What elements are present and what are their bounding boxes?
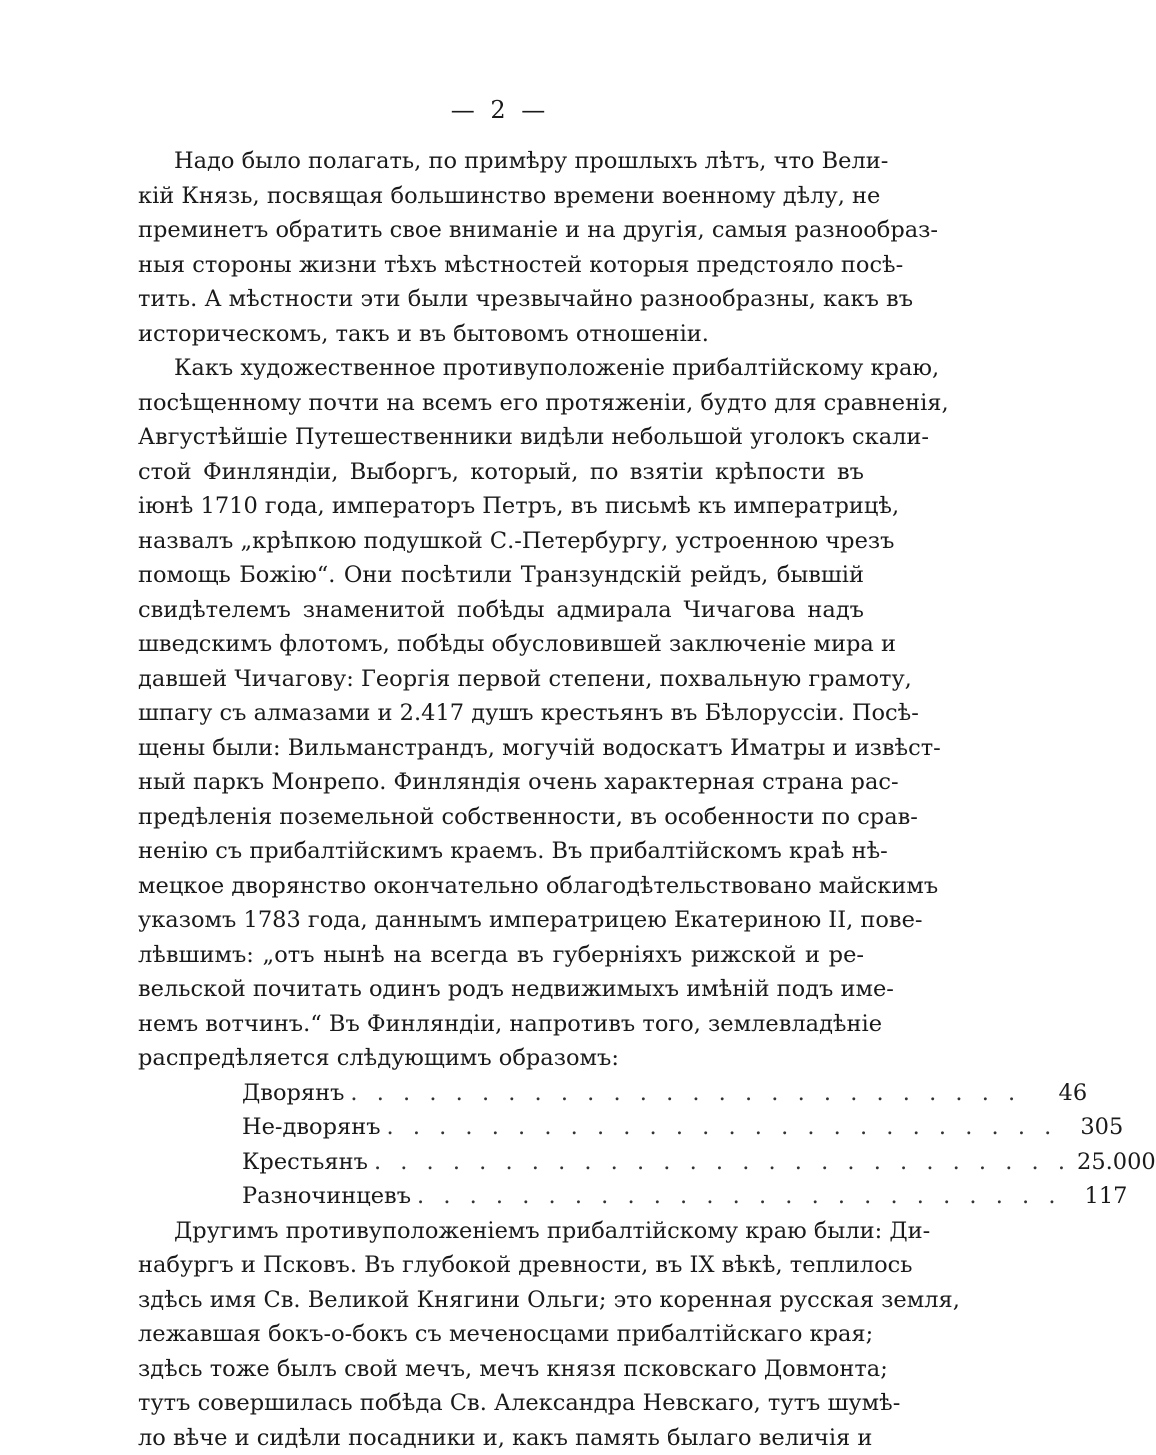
text-line: ный паркъ Монрепо. Финляндія очень характерная страна рас-: [138, 765, 864, 800]
text-line: стой Финляндіи, Выборгъ, который, по взятіи крѣпости въ: [138, 455, 864, 490]
text-line: преминетъ обратить свое вниманіе и на другія, самыя разнообраз-: [138, 213, 864, 248]
text-line: здѣсь имя Св. Великой Княгини Ольги; это коренная русская земля,: [138, 1283, 864, 1318]
dot-leader: . . . . . . . . . . . . . . . . . . . . . . . . . . .: [374, 1145, 1071, 1180]
row-label: Крестьянъ: [242, 1145, 368, 1180]
dot-leader: . . . . . . . . . . . . . . . . . . . . . . . . . .: [387, 1110, 1058, 1145]
text-line: предѣленія поземельной собственности, въ особенности по срав-: [138, 800, 864, 835]
text-line: ло вѣче и сидѣли посадники и, какъ память былаго величія и: [138, 1421, 864, 1455]
text-line: шпагу съ алмазами и 2.417 душъ крестьянъ въ Бѣлоруссіи. Посѣ-: [138, 696, 864, 731]
text-line: ныя стороны жизни тѣхъ мѣстностей которыя предстояло посѣ-: [138, 248, 864, 283]
row-label: Разночинцевъ: [242, 1179, 411, 1214]
table-row: [242, 1145, 762, 1180]
text-line: набургъ и Псковъ. Въ глубокой древности, въ IX вѣкѣ, теплилось: [138, 1248, 864, 1283]
text-line: свидѣтелемъ знаменитой побѣды адмирала Чичагова надъ: [138, 593, 864, 628]
row-label: Дворянъ: [242, 1076, 344, 1111]
text-line: посѣщенному почти на всемъ его протяженіи, будто для сравненія,: [138, 386, 864, 421]
text-line: шведскимъ флотомъ, побѣды обусловившей заключеніе мира и: [138, 627, 864, 662]
table-row: [242, 1110, 762, 1145]
row-value: 25.000: [1077, 1145, 1137, 1180]
paragraph-1: [138, 144, 864, 351]
dot-leader: . . . . . . . . . . . . . . . . . . . . . . . . .: [417, 1179, 1061, 1214]
paragraph-2: [138, 351, 864, 1076]
row-label: Не-дворянъ: [242, 1110, 381, 1145]
text-line: помощь Божію“. Они посѣтили Транзундскій рейдъ, бывшій: [138, 558, 864, 593]
text-line: указомъ 1783 года, даннымъ императрицею Екатериною II, пове-: [138, 903, 864, 938]
text-line: ненію съ прибалтійскимъ краемъ. Въ прибалтійскомъ краѣ нѣ-: [138, 834, 864, 869]
text-line: кій Князь, посвящая большинство времени военному дѣлу, не: [138, 179, 864, 214]
text-line: Какъ художественное противуположеніе прибалтійскому краю,: [138, 351, 864, 386]
text-line: распредѣляется слѣдующимъ образомъ:: [138, 1041, 864, 1076]
row-value: 46: [1027, 1076, 1087, 1111]
text-line: лежавшая бокъ-о-бокъ съ меченосцами прибалтійскаго края;: [138, 1317, 864, 1352]
text-line: здѣсь тоже былъ свой мечъ, мечъ князя псковскаго Довмонта;: [138, 1352, 864, 1387]
page-number: — 2 —: [0, 96, 1000, 124]
text-line: щены были: Вильманстрандъ, могучій водоскатъ Иматры и извѣст-: [138, 731, 864, 766]
row-value: 305: [1063, 1110, 1123, 1145]
text-line: лѣвшимъ: „отъ нынѣ на всегда въ губерніяхъ рижской и ре-: [138, 938, 864, 973]
text-line: тутъ совершилась побѣда Св. Александра Невскаго, тутъ шумѣ-: [138, 1386, 864, 1421]
text-line: историческомъ, такъ и въ бытовомъ отношеніи.: [138, 317, 864, 352]
body-text: [138, 144, 864, 1455]
text-line: Августѣйшіе Путешественники видѣли небольшой уголокъ скали-: [138, 420, 864, 455]
paragraph-3: [138, 1214, 864, 1455]
text-line: немъ вотчинъ.“ Въ Финляндіи, напротивъ того, землевладѣніе: [138, 1007, 864, 1042]
table-row: [242, 1179, 762, 1214]
text-line: вельской почитать одинъ родъ недвижимыхъ имѣній подъ име-: [138, 972, 864, 1007]
text-line: назвалъ „крѣпкою подушкой С.-Петербургу, устроенною чрезъ: [138, 524, 864, 559]
text-line: мецкое дворянство окончательно облагодѣтельствовано майскимъ: [138, 869, 864, 904]
dot-leader: . . . . . . . . . . . . . . . . . . . . . . . . . .: [350, 1076, 1021, 1111]
text-line: Надо было полагать, по примѣру прошлыхъ лѣтъ, что Вели-: [138, 144, 864, 179]
row-value: 117: [1067, 1179, 1127, 1214]
text-line: тить. А мѣстности эти были чрезвычайно разнообразны, какъ въ: [138, 282, 864, 317]
text-line: іюнѣ 1710 года, императоръ Петръ, въ письмѣ къ императрицѣ,: [138, 489, 864, 524]
text-line: давшей Чичагову: Георгія первой степени, похвальную грамоту,: [138, 662, 864, 697]
land-ownership-table: [242, 1076, 762, 1214]
text-line: Другимъ противуположеніемъ прибалтійскому краю были: Ди-: [138, 1214, 864, 1249]
table-row: [242, 1076, 762, 1111]
